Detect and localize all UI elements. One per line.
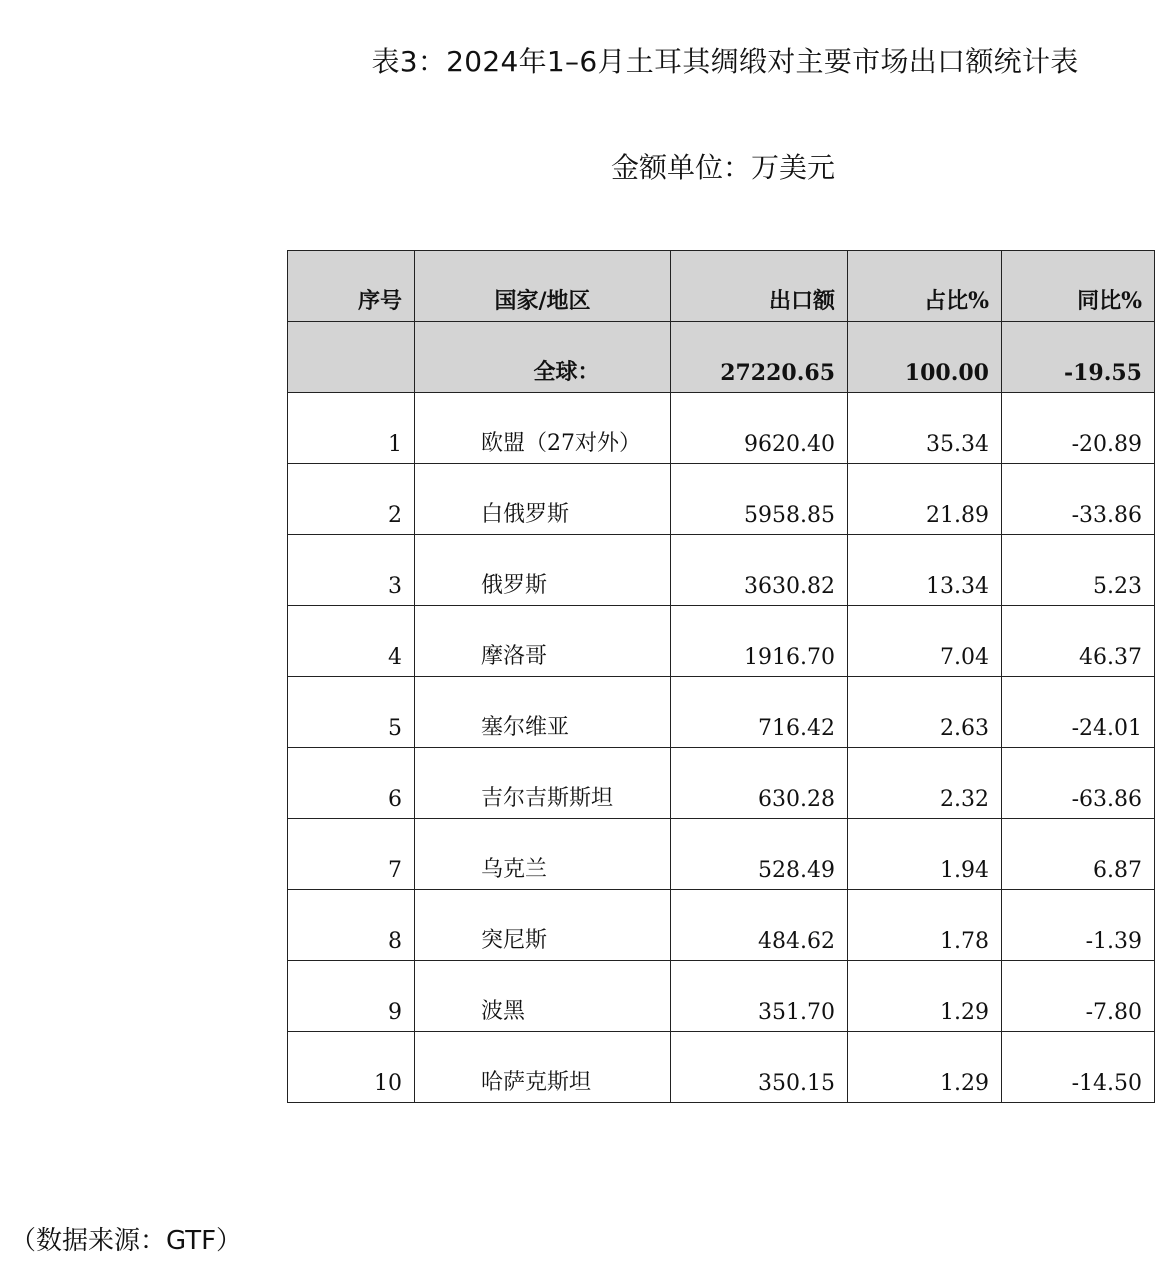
table-row [288, 535, 1155, 606]
cell-share: 1.78 [848, 890, 1002, 961]
cell-rank: 5 [288, 677, 415, 748]
table-title: 表3：2024年1–6月土耳其绸缎对主要市场出口额统计表 [371, 45, 1079, 78]
unit-label: 金额单位：万美元 [610, 151, 835, 184]
table-row [288, 677, 1155, 748]
total-export: 27220.65 [671, 322, 848, 393]
cell-yoy: -14.50 [1002, 1032, 1155, 1103]
cell-export: 528.49 [671, 819, 848, 890]
cell-share: 13.34 [848, 535, 1002, 606]
cell-country: 塞尔维亚 [415, 677, 671, 748]
cell-rank: 3 [288, 535, 415, 606]
cell-export: 5958.85 [671, 464, 848, 535]
cell-yoy: -33.86 [1002, 464, 1155, 535]
cell-share: 35.34 [848, 393, 1002, 464]
cell-country: 摩洛哥 [415, 606, 671, 677]
table-row [288, 961, 1155, 1032]
header-country: 国家/地区 [415, 251, 671, 322]
total-yoy: -19.55 [1002, 322, 1155, 393]
header-share: 占比% [848, 251, 1002, 322]
table-row [288, 393, 1155, 464]
cell-export: 3630.82 [671, 535, 848, 606]
cell-yoy: 46.37 [1002, 606, 1155, 677]
source-note: （数据来源：GTF） [10, 1226, 243, 1256]
cell-rank: 10 [288, 1032, 415, 1103]
cell-share: 2.63 [848, 677, 1002, 748]
cell-share: 1.94 [848, 819, 1002, 890]
cell-share: 21.89 [848, 464, 1002, 535]
total-share: 100.00 [848, 322, 1002, 393]
cell-rank: 4 [288, 606, 415, 677]
cell-share: 1.29 [848, 1032, 1002, 1103]
cell-export: 716.42 [671, 677, 848, 748]
cell-country: 白俄罗斯 [415, 464, 671, 535]
cell-rank: 8 [288, 890, 415, 961]
header-row [288, 251, 1155, 322]
cell-export: 351.70 [671, 961, 848, 1032]
table-row [288, 606, 1155, 677]
cell-country: 波黑 [415, 961, 671, 1032]
cell-rank: 2 [288, 464, 415, 535]
cell-share: 2.32 [848, 748, 1002, 819]
cell-rank: 9 [288, 961, 415, 1032]
cell-export: 350.15 [671, 1032, 848, 1103]
total-name: 全球： [415, 322, 671, 393]
cell-country: 俄罗斯 [415, 535, 671, 606]
cell-export: 484.62 [671, 890, 848, 961]
table-row [288, 819, 1155, 890]
header-rank: 序号 [288, 251, 415, 322]
cell-yoy: -63.86 [1002, 748, 1155, 819]
cell-rank: 7 [288, 819, 415, 890]
total-row [288, 322, 1155, 393]
header-export: 出口额 [671, 251, 848, 322]
export-stats-table [287, 250, 1155, 1103]
cell-yoy: -24.01 [1002, 677, 1155, 748]
cell-country: 突尼斯 [415, 890, 671, 961]
table-row [288, 464, 1155, 535]
cell-yoy: -1.39 [1002, 890, 1155, 961]
cell-country: 欧盟（27对外） [415, 393, 671, 464]
header-yoy: 同比% [1002, 251, 1155, 322]
cell-share: 1.29 [848, 961, 1002, 1032]
cell-yoy: -7.80 [1002, 961, 1155, 1032]
cell-yoy: 6.87 [1002, 819, 1155, 890]
cell-yoy: -20.89 [1002, 393, 1155, 464]
cell-share: 7.04 [848, 606, 1002, 677]
cell-yoy: 5.23 [1002, 535, 1155, 606]
cell-country: 吉尔吉斯斯坦 [415, 748, 671, 819]
cell-export: 9620.40 [671, 393, 848, 464]
table-row [288, 890, 1155, 961]
cell-country: 乌克兰 [415, 819, 671, 890]
cell-export: 630.28 [671, 748, 848, 819]
table-row [288, 748, 1155, 819]
cell-country: 哈萨克斯坦 [415, 1032, 671, 1103]
cell-rank: 1 [288, 393, 415, 464]
total-rank [288, 322, 415, 393]
cell-export: 1916.70 [671, 606, 848, 677]
cell-rank: 6 [288, 748, 415, 819]
table-row [288, 1032, 1155, 1103]
